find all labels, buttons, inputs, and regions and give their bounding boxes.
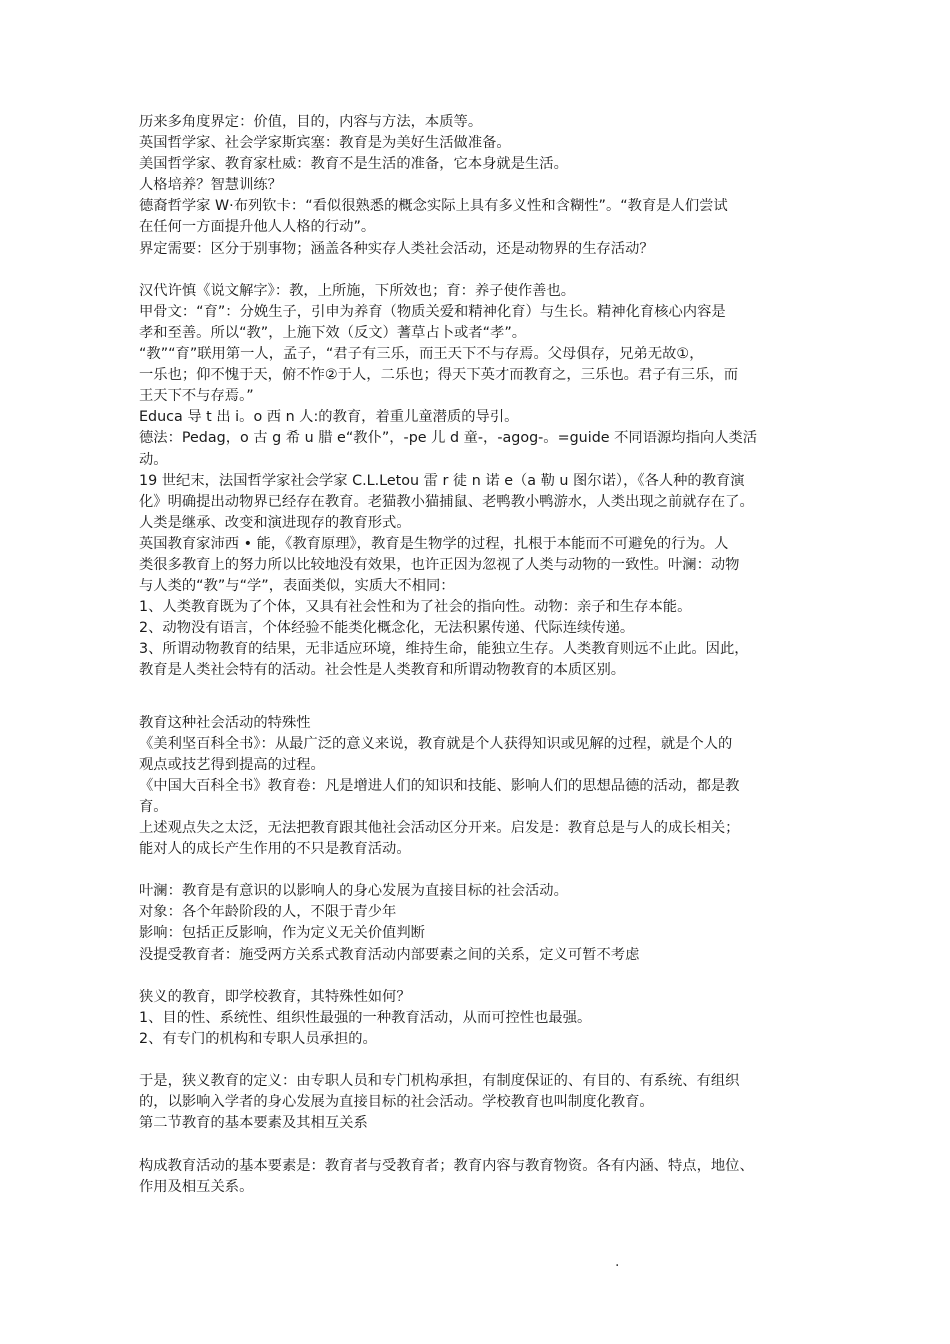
blank-line [139,260,824,281]
text-line: 与人类的“教”与“学”，表面类似，实质大不相同： [139,578,455,595]
text-line: 第二节教育的基本要素及其相互关系 [139,1115,368,1132]
text-line: 动。 [139,451,168,468]
text-line: 人格培养？智慧训练？ [139,177,282,194]
document-body [139,112,824,1198]
text-line: 德法：Pedag，o 古 g 希 u 腊 e“教仆”，-pe 儿 d 童-，-agog-。=guide 不同语源均指向人类活 [139,430,758,447]
blank-line [139,1050,824,1071]
text-line: 界定需要：区分于别事物；涵盖各种实存人类社会活动，还是动物界的生存活动？ [139,240,654,257]
text-line: 《中国大百科全书》教育卷：凡是增进人们的知识和技能、影响人们的思想品德的活动，都是教 [139,777,740,794]
text-line: 没提受教育者：施受两方关系式教育活动内部要素之间的关系，定义可暂不考虑 [139,946,640,963]
text-line: 人类是继承、改变和演进现存的教育形式。 [139,514,411,531]
text-line: 2、动物没有语言，个体经验不能类化概念化，无法积累传递、代际连续传递。 [139,620,635,637]
page-footer-mark: . [615,1254,620,1270]
text-line: 对象：各个年龄阶段的人，不限于青少年 [139,904,397,921]
text-line: 德裔哲学家 W·布列钦卡：“看似很熟悉的概念实际上具有多义性和含糊性”。“教育是人们尝试 [139,198,728,215]
text-line: 能对人的成长产生作用的不只是教育活动。 [139,841,411,858]
text-line: 王天下不与存焉。” [139,388,254,405]
text-line: 类很多教育上的努力所以比较地没有效果，也许正因为忽视了人类与动物的一致性。叶澜：动物 [139,556,740,573]
text-block-2 [139,713,824,1198]
text-line: 1、人类教育既为了个体，又具有社会性和为了社会的指向性。动物：亲子和生存本能。 [139,599,692,616]
text-line: 历来多角度界定：价值，目的，内容与方法，本质等。 [139,114,483,130]
text-line: 孝和至善。所以“教”，上施下效（反文）蓍草占卜或者“孝”。 [139,324,527,341]
text-line: 育。 [139,798,168,815]
text-line: 汉代许慎《说文解字》：教，上所施，下所效也；育：养子使作善也。 [139,282,576,299]
text-line: 构成教育活动的基本要素是：教育者与受教育者；教育内容与教育物资。各有内涵、特点，地位、 [139,1157,754,1174]
text-line: 甲骨文：“育”：分娩生子，引申为养育（物质关爱和精神化育）与生长。精神化育核心内容是 [139,303,726,320]
text-line: 在任何一方面提升他人人格的行动”。 [139,219,376,236]
text-line: 的，以影响入学者的身心发展为直接目标的社会活动。学校教育也叫制度化教育。 [139,1094,654,1111]
text-line: 狭义的教育，即学校教育，其特殊性如何？ [139,988,411,1005]
text-line: “教”“育”联用第一人，孟子，“君子有三乐，而王天下不与存焉。父母俱存，兄弟无故①， [139,346,704,363]
text-line: Educa 导 t 出 i。o 西 n 人:的教育，着重儿童潜质的导引。 [139,409,519,426]
text-line: 英国哲学家、社会学家斯宾塞：教育是为美好生活做准备。 [139,135,511,152]
blank-line [139,1134,824,1155]
text-line: 19 世纪末，法国哲学家社会学家 C.L.Letou 雷 r 徒 n 诺 e（a 勒 u 图尔诺），《各人种的教育演 [139,472,745,489]
text-line: 作用及相互关系。 [139,1178,254,1195]
text-line: 于是，狭义教育的定义：由专职人员和专门机构承担，有制度保证的、有目的、有系统、有组织 [139,1073,740,1090]
text-line: 1、目的性、系统性、组织性最强的一种教育活动，从而可控性也最强。 [139,1009,592,1026]
text-line: 上述观点失之太泛，无法把教育跟其他社会活动区分开来。启发是：教育总是与人的成长相关； [139,820,740,836]
text-line: 英国教育家沛西 • 能，《教育原理》，教育是生物学的过程，扎根于本能而不可避免的行为。人 [139,535,729,552]
text-line: 影响：包括正反影响，作为定义无关价值判断 [139,925,425,942]
text-line: 美国哲学家、教育家杜威：教育不是生活的准备，它本身就是生活。 [139,156,568,173]
text-line: 教育这种社会活动的特殊性 [139,714,311,731]
text-line: 2、有专门的机构和专职人员承担的。 [139,1030,377,1047]
text-line: 教育是人类社会特有的活动。社会性是人类教育和所谓动物教育的本质区别。 [139,662,626,679]
blank-line [139,966,824,987]
text-line: 化》明确提出动物界已经存在教育。老猫教小猫捕鼠、老鸭教小鸭游水，人类出现之前就存在了。 [139,493,754,510]
text-line: 观点或技艺得到提高的过程。 [139,756,325,773]
blank-line [139,860,824,881]
text-block-1 [139,112,824,682]
text-line: 叶澜：教育是有意识的以影响人的身心发展为直接目标的社会活动。 [139,883,568,900]
text-line: 一乐也；仰不愧于天，俯不怍②于人，二乐也；得天下英才而教育之，三乐也。君子有三乐，而 [139,367,738,384]
section-spacer [139,682,824,713]
text-line: 《美利坚百科全书》：从最广泛的意义来说，教育就是个人获得知识或见解的过程，就是个人的 [139,735,733,752]
text-line: 3、所谓动物教育的结果，无非适应环境，维持生命，能独立生存。人类教育则远不止此。因此， [139,641,749,658]
